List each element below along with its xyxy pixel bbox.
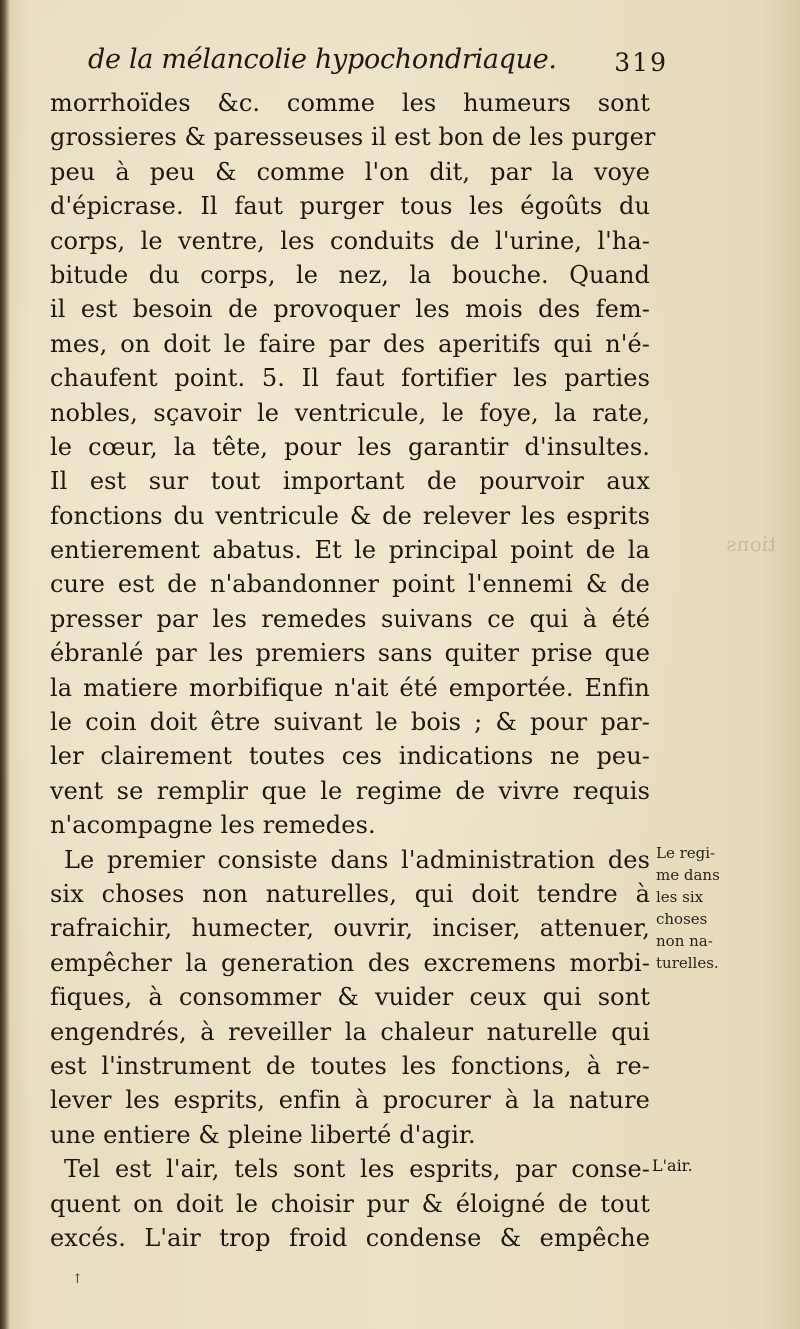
text-line: vent se remplir que le regime de vivre requis — [50, 776, 650, 805]
text-line: corps, le ventre, les conduits de l'urine, l'ha- — [50, 226, 650, 255]
margin-note-line: non na- — [656, 932, 713, 950]
text-line: rafraichir, humecter, ouvrir, inciser, attenuer, — [50, 914, 650, 943]
signature-mark: ↑ — [72, 1272, 83, 1287]
text-line: lever les esprits, enfin à procurer à la nature — [50, 1086, 650, 1115]
text-line: mes, on doit le faire par des aperitifs qui n'é- — [50, 329, 650, 358]
body-text — [50, 86, 656, 1255]
text-line: ler clairement toutes ces indications ne peu- — [50, 742, 650, 771]
text-line: nobles, sçavoir le ventricule, le foye, la rate, — [50, 398, 650, 427]
margin-note-line: choses — [656, 910, 708, 928]
text-line: fonctions du ventricule & de relever les esprits — [50, 501, 650, 530]
text-line: chaufent point. 5. Il faut fortifier les parties — [50, 364, 650, 393]
bleed-through-text: tions — [726, 532, 776, 556]
text-line: six choses non naturelles, qui doit tendre à — [50, 879, 650, 908]
margin-note-air: L'air. — [652, 1156, 693, 1175]
text-line: peu à peu & comme l'on dit, par la voye — [50, 157, 650, 186]
text-line: le coin doit être suivant le bois ; & pour par- — [50, 708, 650, 737]
text-line: Il est sur tout important de pourvoir aux — [50, 467, 650, 496]
running-title: de la mélancolie hypochondriaque. — [88, 44, 557, 75]
text-line: d'épicrase. Il faut purger tous les égoûts du — [50, 192, 650, 221]
text-line: morrhoïdes &c. comme les humeurs sont — [50, 89, 650, 117]
page-gutter — [0, 0, 10, 1329]
text-line: entierement abatus. Et le principal point de la — [50, 536, 650, 565]
text-line: Tel est l'air, tels sont les esprits, par conse- — [64, 1155, 650, 1184]
text-line: quent on doit le choisir pur & éloigné de tout — [50, 1189, 650, 1218]
margin-note-line: les six — [656, 888, 704, 906]
margin-note-line: me dans — [656, 866, 720, 884]
text-line: est l'instrument de toutes les fonctions, à re- — [50, 1051, 650, 1080]
text-line: empêcher la generation des excremens morbi- — [50, 948, 650, 977]
margin-note-regime — [656, 842, 766, 974]
text-line: fiques, à consommer & vuider ceux qui sont — [50, 983, 650, 1012]
page-header — [88, 40, 668, 86]
margin-note-line: turelles. — [656, 954, 719, 972]
page-number: 319 — [614, 48, 668, 77]
text-line: il est besoin de provoquer les mois des fem- — [50, 295, 650, 324]
text-line: presser par les remedes suivans ce qui à été — [50, 604, 650, 633]
text-line: bitude du corps, le nez, la bouche. Quand — [50, 260, 650, 289]
text-line: le cœur, la tête, pour les garantir d'insultes. — [50, 432, 650, 461]
text-line: Le premier consiste dans l'administration des — [64, 845, 650, 874]
text-line: engendrés, à reveiller la chaleur naturelle qui — [50, 1017, 650, 1046]
text-line: grossieres & paresseuses il est bon de les purger — [50, 123, 656, 152]
text-line: cure est de n'abandonner point l'ennemi & de — [50, 570, 650, 599]
text-line: ébranlé par les premiers sans quiter prise que — [50, 639, 650, 668]
text-line: la matiere morbifique n'ait été emportée. Enfin — [50, 673, 650, 702]
text-line: une entiere & pleine liberté d'agir. — [50, 1120, 476, 1149]
text-line: n'acompagne les remedes. — [50, 811, 376, 840]
margin-note-line: Le regi- — [656, 844, 716, 862]
text-line: excés. L'air trop froid condense & empêche — [50, 1223, 650, 1252]
